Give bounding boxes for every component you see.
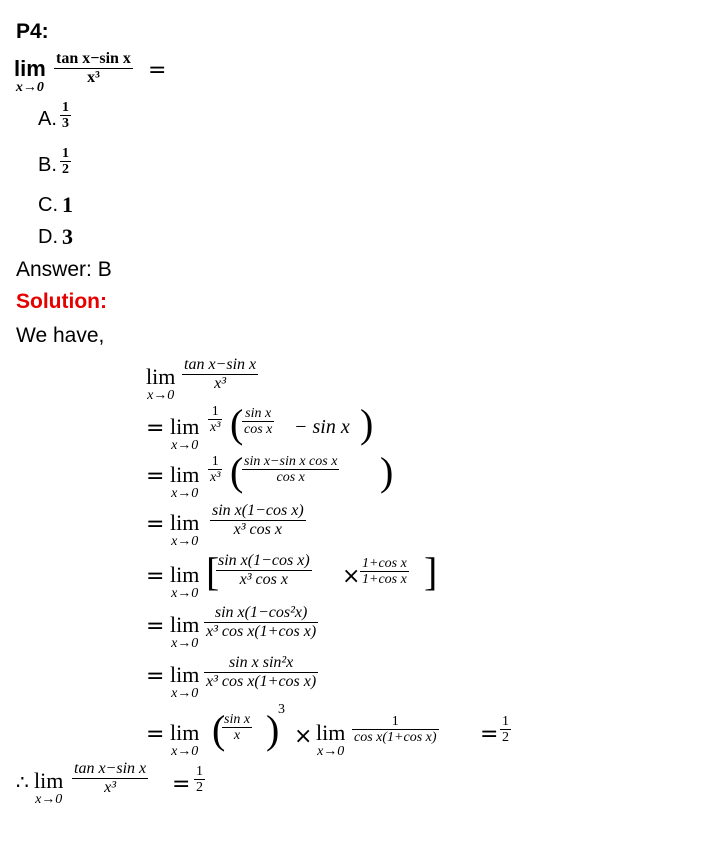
step2-paren-close: ) (360, 401, 374, 446)
step8-inner-num: sin x (224, 712, 251, 727)
answer-value: B (97, 258, 112, 281)
step2-coef (208, 404, 222, 435)
step8-result (500, 714, 511, 745)
option-a-letter: A. (38, 108, 57, 130)
step7-num: sin x sin²x (228, 654, 294, 671)
step8-equals2: = (480, 722, 499, 747)
question-numerator: tan x−sin x (56, 50, 131, 67)
lim-sub: x→0 (171, 686, 199, 701)
step6-fraction (204, 604, 318, 641)
conclusion-limit (34, 770, 63, 808)
option-d-value: 3 (62, 224, 73, 249)
option-b-den: 2 (62, 162, 69, 177)
option-a-den: 3 (62, 116, 69, 131)
conclusion-result-num: 1 (196, 764, 203, 779)
conclusion-fraction (72, 760, 148, 797)
option-b-num: 1 (62, 146, 69, 161)
step7-limit (170, 664, 199, 702)
step8-den2: cos x(1+cos x) (354, 730, 437, 745)
option-b-letter: B. (38, 154, 57, 176)
step2-minus-term: − sin x (294, 416, 350, 438)
step2-inner-num: sin x (245, 406, 272, 421)
lim-word: lim (14, 56, 46, 81)
lim-sub: x→0 (15, 80, 44, 95)
step2-paren-open: ( (230, 401, 244, 446)
step4-limit (170, 512, 199, 550)
step8-paren-close: ) (266, 707, 280, 752)
conclusion-den: x³ (104, 779, 117, 796)
question-equals: = (148, 58, 167, 83)
step8-num2: 1 (391, 714, 399, 729)
step1-den: x³ (214, 375, 227, 392)
lim-sub: x→0 (171, 534, 199, 549)
option-b-fraction (60, 146, 71, 177)
step5-den2: 1+cos x (362, 572, 407, 587)
step3-equals: = (146, 464, 165, 489)
step2-equals: = (146, 416, 165, 441)
step6-den: x³ cos x(1+cos x) (206, 623, 317, 640)
option-c-letter: C. (38, 194, 58, 216)
answer-line (16, 258, 112, 282)
step3-coef-den: x³ (210, 470, 221, 485)
conclusion-num: tan x−sin x (74, 760, 147, 777)
lim-sub: x→0 (171, 486, 199, 501)
step8-times: × (294, 724, 313, 749)
step2-coef-num: 1 (211, 404, 219, 419)
step6-equals: = (146, 614, 165, 639)
step8-result-den: 2 (502, 730, 509, 745)
lim-sub: x→0 (171, 744, 199, 759)
lim-word: lim (170, 612, 200, 637)
lim-word: lim (170, 720, 200, 745)
step4-num: sin x(1−cos x) (212, 502, 304, 519)
step1-num: tan x−sin x (184, 356, 257, 373)
step3-coef (208, 454, 222, 485)
option-c-value: 1 (62, 192, 73, 217)
step6-num: sin x(1−cos²x) (214, 604, 308, 621)
problem-label: P4: (16, 20, 49, 43)
step5-num: sin x(1−cos x) (218, 552, 310, 569)
step4-fraction (210, 502, 306, 539)
question-fraction (54, 50, 133, 87)
step2-coef-den: x³ (210, 420, 221, 435)
solution-intro: We have, (16, 324, 105, 347)
step5-times: × (342, 564, 361, 589)
lim-sub: x→0 (147, 388, 175, 403)
step5-den: x³ cos x (239, 571, 288, 588)
step3-num: sin x−sin x cos x (244, 454, 338, 469)
step3-fraction (242, 454, 339, 485)
lim-word: lim (170, 414, 200, 439)
lim-word: lim (146, 364, 176, 389)
answer-label: Answer: (16, 258, 92, 281)
lim-word: lim (170, 510, 200, 535)
option-a-fraction (60, 100, 71, 131)
conclusion-result (194, 764, 205, 795)
step3-coef-num: 1 (211, 454, 219, 469)
therefore-symbol: ∴ (16, 770, 29, 794)
option-d-letter: D. (38, 226, 58, 248)
lim-word: lim (170, 662, 200, 687)
step5-bracket-open: [ (206, 549, 220, 594)
step8-limit (170, 722, 199, 760)
step6-limit (170, 614, 199, 652)
lim-sub: x→0 (35, 792, 63, 807)
step3-limit (170, 464, 199, 502)
lim-sub: x→0 (171, 438, 199, 453)
step7-equals: = (146, 664, 165, 689)
lim-sub: x→0 (171, 636, 199, 651)
step7-fraction (204, 654, 318, 691)
step5-fraction2 (360, 556, 409, 587)
conclusion-equals: = (172, 772, 191, 797)
lim-word: lim (34, 768, 64, 793)
step5-num2: 1+cos x (362, 556, 407, 571)
lim-word: lim (170, 462, 200, 487)
step3-paren-open: ( (230, 449, 244, 494)
lim-word: lim (316, 720, 346, 745)
step8-inner-den: x (233, 728, 241, 743)
step8-limit2 (316, 722, 345, 760)
question-denominator: x³ (87, 69, 100, 86)
step3-den: cos x (276, 470, 305, 485)
step8-paren-open: ( (212, 707, 226, 752)
step8-power: 3 (278, 702, 285, 717)
step2-inner (242, 406, 274, 437)
option-a-num: 1 (62, 100, 69, 115)
step8-inner (222, 712, 252, 743)
step1-limit (146, 366, 175, 404)
step8-equals: = (146, 722, 165, 747)
step3-paren-close: ) (380, 449, 394, 494)
step5-limit (170, 564, 199, 602)
conclusion-result-den: 2 (196, 780, 203, 795)
step8-result-num: 1 (502, 714, 509, 729)
step2-inner-den: cos x (244, 422, 273, 437)
step4-equals: = (146, 512, 165, 537)
step4-den: x³ cos x (233, 521, 282, 538)
lim-word: lim (170, 562, 200, 587)
lim-sub: x→0 (317, 744, 345, 759)
step1-fraction (182, 356, 258, 393)
solution-heading: Solution: (16, 290, 107, 313)
question-limit (14, 58, 46, 96)
step8-fraction2 (352, 714, 439, 745)
step5-bracket-close: ] (424, 549, 438, 594)
step7-den: x³ cos x(1+cos x) (206, 673, 317, 690)
step5-fraction (216, 552, 312, 589)
step2-limit (170, 416, 199, 454)
step5-equals: = (146, 564, 165, 589)
lim-sub: x→0 (171, 586, 199, 601)
